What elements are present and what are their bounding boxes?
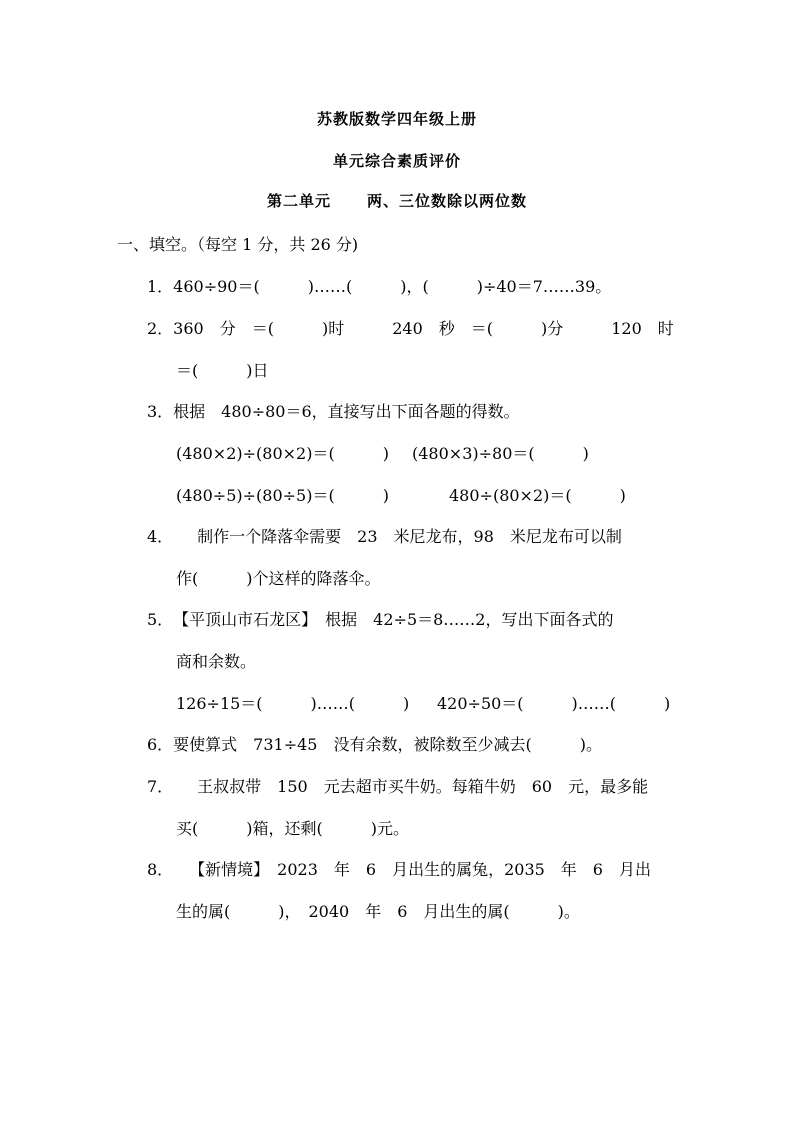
unit-title (0, 190, 794, 211)
unit-number: 第二单元 (266, 192, 331, 210)
question-4-line2: 作( )个这样的降落伞。 (176, 569, 381, 588)
question-6: 6．要使算式 731÷45 没有余数，被除数至少减去( )。 (147, 735, 602, 754)
question-8-line2: 生的属( )， 2040 年 6 月出生的属( )。 (176, 902, 580, 921)
question-3-a: (480×2)÷(80×2)＝( ) (176, 444, 389, 463)
question-7-line2: 买( )箱，还剩( )元。 (176, 819, 409, 838)
question-3-c: (480÷5)÷(80÷5)＝( ) (176, 486, 389, 505)
section-heading: 一、填空。（每空 1 分，共 26 分) (117, 235, 359, 254)
question-4-line1: 4． 制作一个降落伞需要 23 米尼龙布，98 米尼龙布可以制 (147, 527, 622, 546)
question-3-d: 480÷(80×2)＝( ) (449, 486, 626, 505)
question-5-a: 126÷15＝( )……( ) (176, 694, 410, 713)
question-1: 1．460÷90＝( )……( )，( )÷40＝7……39。 (147, 277, 612, 296)
question-2-line1: 2．360 分 ＝( )时 240 秒 ＝( )分 120 时 (147, 319, 674, 338)
question-3-b: (480×3)÷80＝( ) (412, 444, 589, 463)
page-title: 苏教版数学四年级上册 (316, 110, 477, 128)
unit-topic: 两、三位数除以两位数 (367, 192, 528, 210)
question-8-line1: 8． 【新情境】 2023 年 6 月出生的属兔，2035 年 6 月出 (147, 860, 651, 879)
question-5-b: 420÷50＝( )……( ) (437, 694, 671, 713)
question-7-line1: 7． 王叔叔带 150 元去超市买牛奶。每箱牛奶 60 元，最多能 (147, 777, 649, 796)
question-2-line2: ＝( )日 (176, 361, 269, 380)
question-5-line2: 商和余数。 (176, 652, 257, 671)
question-3-line1: 3．根据 480÷80＝6，直接写出下面各题的得数。 (147, 402, 520, 421)
question-5-line1: 5． 【平顶山市石龙区】 根据 42÷5＝8……2，写出下面各式的 (147, 610, 614, 629)
page-subtitle: 单元综合素质评价 (332, 152, 461, 170)
